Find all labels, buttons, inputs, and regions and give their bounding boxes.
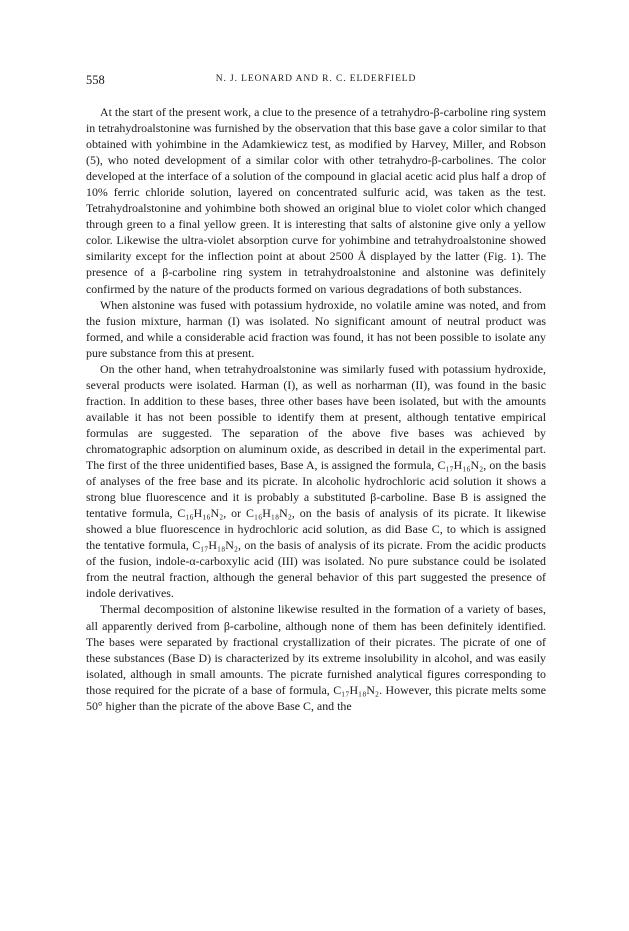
paragraph: On the other hand, when tetrahydroalstonine was similarly fused with potassium hydroxide, several products were isolated. Harman (I), as well as norharman (II), was found in the basic fraction. In addition to these bases, three other bases have been isolated, but with the amounts available it has not been possible to identify them at present, although tentative empirical formulas are suggested. The separation of the above five bases was achieved by chromatographic adsorption on aluminum oxide, as described in detail in the experimental part. The first of the three unidentified bases, Base A, is assigned the formula, C₁₇H₁₆N₂, on the basis of analyses of the free base and its picrate. In alcoholic hydrochloric acid solution it shows a strong blue fluorescence and it is probably a substituted β-carboline. Base B is assigned the tentative formula, C₁₆H₁₆N₂, or C₁₆H₁₈N₂, on the basis of analysis of its picrate. It likewise showed a blue fluorescence in hydrochloric acid solution, as did Base C, to which is assigned the tentative formula, C₁₇H₁₈N₂, on the basis of analysis of its picrate. From the acidic products of the fusion, indole-α-carboxylic acid (III) was isolated. No pure substance could be isolated from the neutral fraction, although the general behavior of this part suggested the presence of indole derivatives.	[86, 361, 546, 601]
paragraph: Thermal decomposition of alstonine likewise resulted in the formation of a variety of bases, all apparently derived from β-carboline, although none of them has been definitely identified. The bases were separated by fractional crystallization of their picrates. The picrate of one of these substances (Base D) is characterized by its extreme insolubility in alcohol, and was easily isolated, although in small amounts. The picrate furnished analytical figures corresponding to those required for the picrate of a base of formula, C₁₇H₁₈N₂. However, this picrate melts some 50° higher than the picrate of the above Base C, and the	[86, 602, 546, 713]
page-header	[86, 73, 546, 89]
body-text	[86, 104, 546, 714]
paragraph: When alstonine was fused with potassium hydroxide, no volatile amine was noted, and from the fusion mixture, harman (I) was isolated. No significant amount of neutral product was formed, and while a considerable acid fraction was found, it has not been possible to isolate any pure substance from this at present.	[86, 297, 546, 360]
running-head: N. J. LEONARD AND R. C. ELDERFIELD	[215, 74, 417, 84]
page-number: 558	[86, 73, 105, 87]
paragraph: At the start of the present work, a clue to the presence of a tetrahydro-β-carboline ring system in tetrahydroalstonine was furnished by the observation that this base gave a color similar to that obtained with yohimbine in the Adamkiewicz test, as modified by Harvey, Miller, and Robson (5), who noted development of a similar color with other tetrahydro-β-carbolines. The color developed at the interface of a solution of the compound in glacial acetic acid plus half a drop of 10% ferric chloride solution, layered on concentrated sulfuric acid, was taken as the test. Tetrahydroalstonine and yohimbine both showed an original blue to violet color which changed through green to a final yellow green. It is interesting that salts of alstonine give only a yellow color. Likewise the ultra-violet absorption curve for yohimbine and tetrahydroalstonine showed similarity except for the inflection point at about 2500 Å displayed by the latter (Fig. 1). The presence of a β-carboline ring system in tetrahydroalstonine and alstonine was definitely confirmed by the nature of the products formed on various degradations of both substances.	[86, 105, 546, 296]
